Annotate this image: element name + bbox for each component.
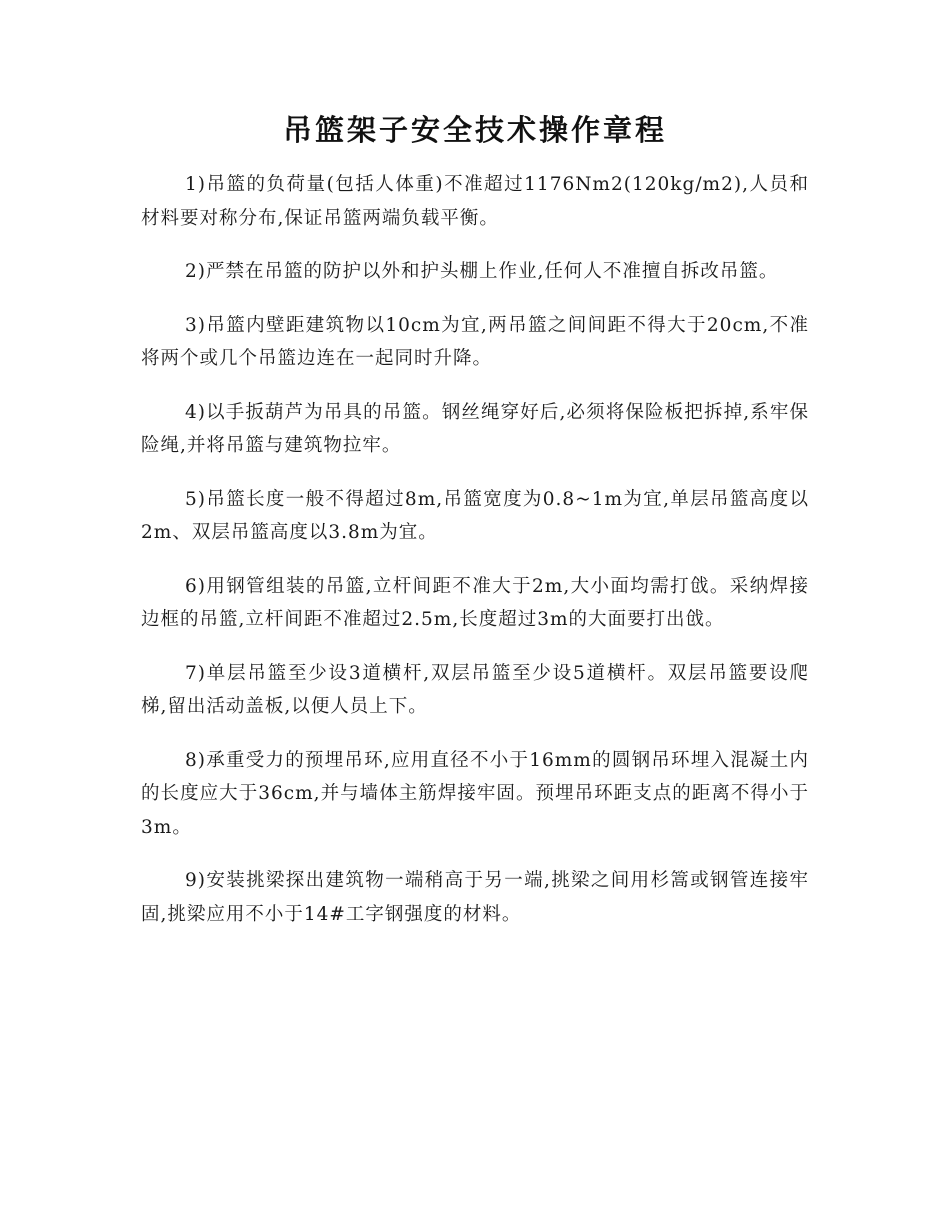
paragraph-2: 2)严禁在吊篮的防护以外和护头棚上作业,任何人不准擅自拆改吊篮。 [185, 261, 779, 282]
paragraph-9: 9)安装挑梁探出建筑物一端稍高于另一端,挑梁之间用杉篙或钢管连接牢固,挑梁应用不小于14#工字钢强度的材料。 [141, 870, 809, 925]
paragraph-7: 7)单层吊篮至少设3道横杆,双层吊篮至少设5道横杆。双层吊篮要设爬梯,留出活动盖板,以便人员上下。 [141, 662, 809, 717]
paragraph-3: 3)吊篮内壁距建筑物以10cm为宜,两吊篮之间间距不得大于20cm,不准将两个或几个吊篮边连在一起同时升降。 [141, 314, 809, 369]
paragraph-6: 6)用钢管组装的吊篮,立杆间距不准大于2m,大小面均需打戗。采纳焊接边框的吊篮,立杆间距不准超过2.5m,长度超过3m的大面要打出戗。 [141, 575, 809, 630]
paragraph-1: 1)吊篮的负荷量(包括人体重)不准超过1176Nm2(120kg/m2),人员和材料要对称分布,保证吊篮两端负载平衡。 [141, 174, 809, 229]
document-body [141, 168, 809, 951]
paragraph-4: 4)以手扳葫芦为吊具的吊篮。钢丝绳穿好后,必须将保险板把拆掉,系牢保险绳,并将吊篮与建筑物拉牢。 [141, 401, 809, 456]
paragraph-5: 5)吊篮长度一般不得超过8m,吊篮宽度为0.8~1m为宜,单层吊篮高度以2m、双层吊篮高度以3.8m为宜。 [141, 488, 809, 543]
document-title: 吊篮架子安全技术操作章程 [282, 113, 667, 147]
paragraph-8: 8)承重受力的预埋吊环,应用直径不小于16mm的圆钢吊环埋入混凝土内的长度应大于36cm,并与墙体主筋焊接牢固。预埋吊环距支点的距离不得小于3m。 [141, 749, 809, 838]
